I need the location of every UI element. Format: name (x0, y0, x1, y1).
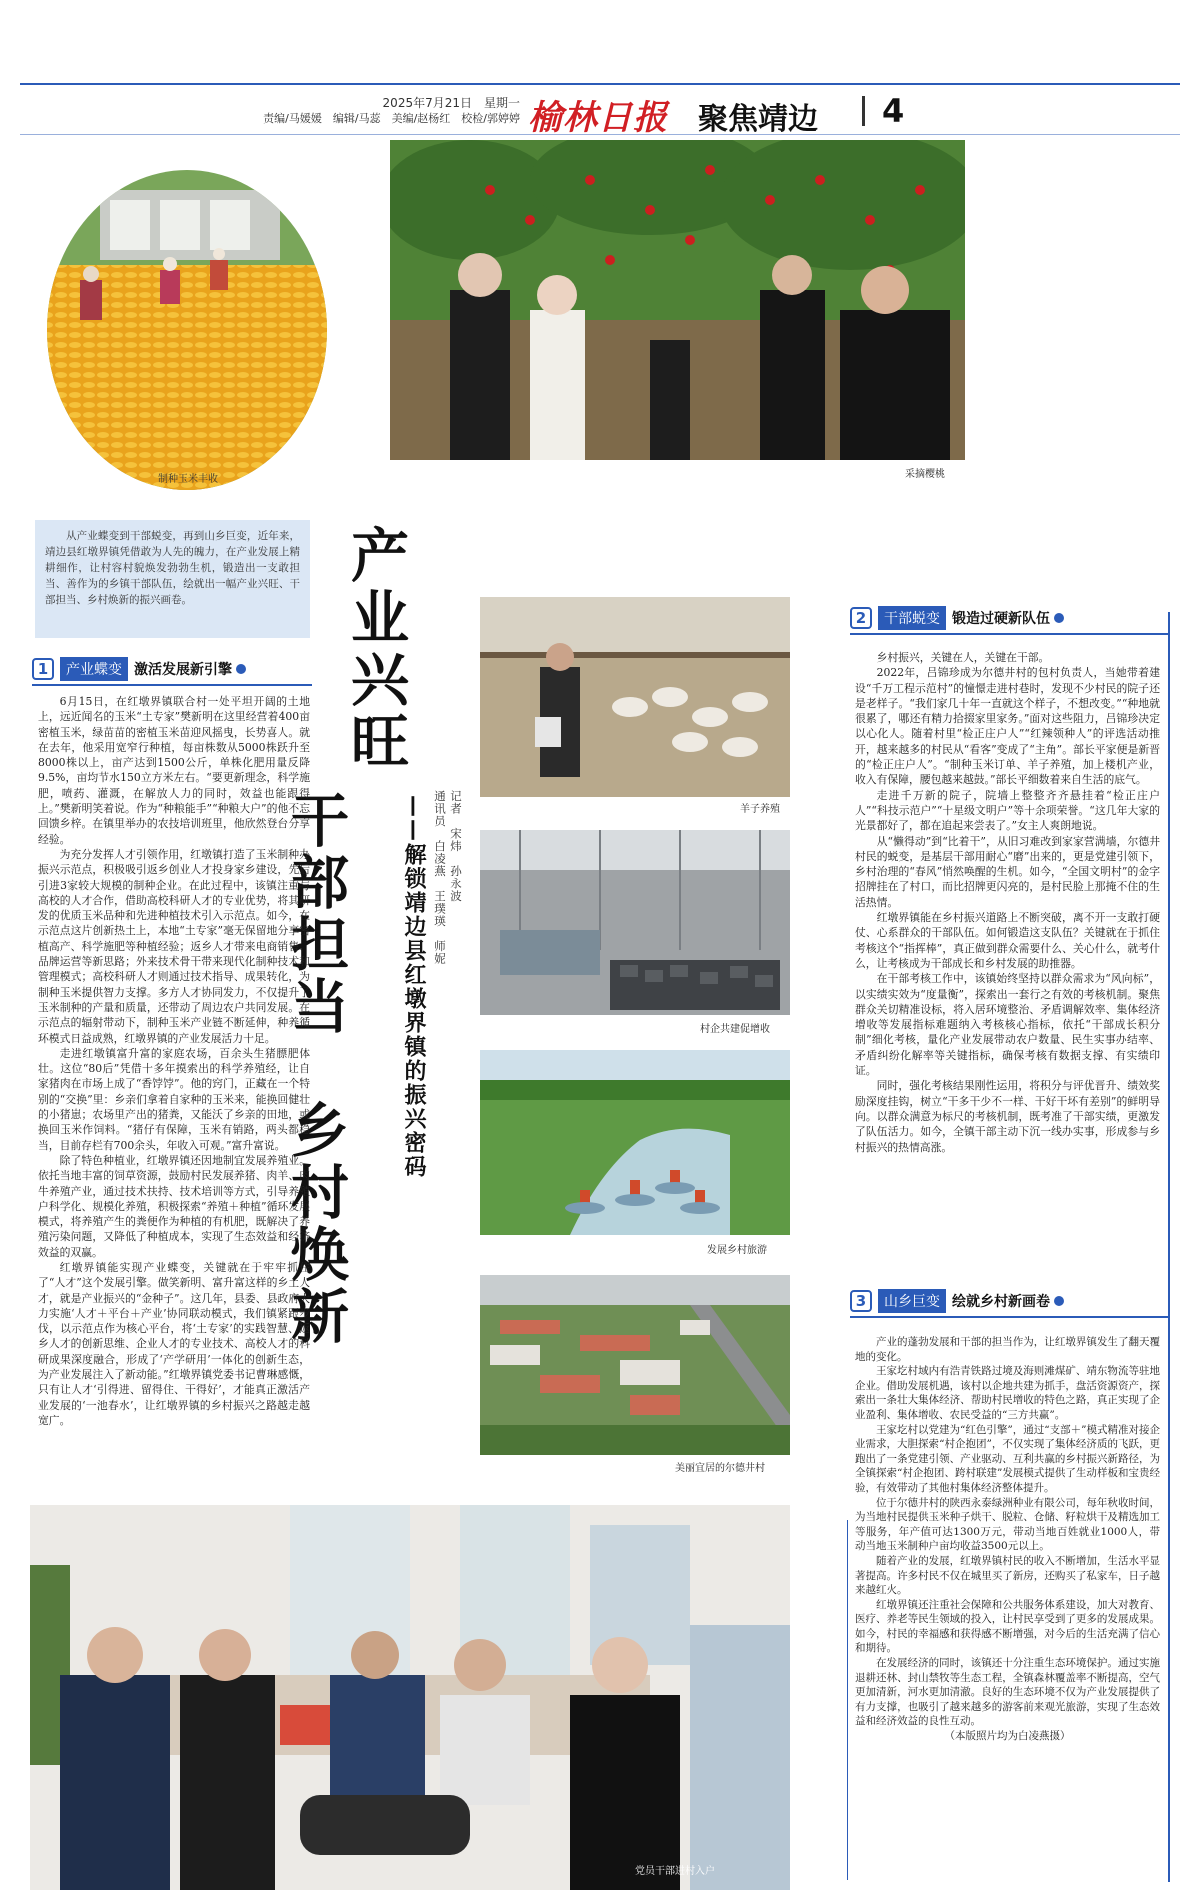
section2-paragraph: 走进千万新的院子，院墙上整整齐齐悬挂着“检正庄户人”“科技示范户”“十星级文明户”等十余项荣誉。“这几年大家的光景都好了，都在追起来尝表了。”女主人爽朗地说。 (855, 788, 1160, 833)
section3-paragraph: 产业的蓬勃发展和干部的担当作为，让红墩界镇发生了翻天覆地的变化。 (855, 1336, 1160, 1363)
headline-subtitle: ——解锁靖边县红墩界镇的振兴密码 (401, 795, 426, 1179)
section2-number: 2 (850, 607, 872, 629)
section3-title: 绘就乡村新画卷 (952, 1294, 1050, 1310)
section3-paragraph: 位于尔德井村的陕西永泰绿洲种业有限公司，每年秋收时间，为当地村民提供玉米种子烘干、脱粒、仓储、籽粒烘干及精选加工等服务，年产值可达1300万元，带动当地百姓就业1000人，带动当地玉米制种户亩均收益3500元以上。 (855, 1496, 1160, 1553)
editor-credits: 责编/马媛媛 编辑/马蕊 美编/赵杨红 校检/郭婷婷 (263, 112, 520, 125)
corn-harvest-photo (40, 170, 335, 500)
issue-date: 2025年7月21日 星期一 (382, 96, 520, 110)
section3-number: 3 (850, 1290, 872, 1312)
section2-paragraph: 在干部考核工作中，该镇始终坚持以群众需求为“风向标”，以实绩实效为“度量衡”，探索出一套行之有效的考核机制。聚焦群众关切精准设标，将入居环境整治、矛盾调解效率、集体经济增收等发展指标难题纳入考核核心指标，依托“干部成长积分制”细化考核，量化产业发展带动农户数量、民生实事办结率、矛盾纠纷化解率等关键指标，确保考核有数据支撑、有实绩印证。 (855, 972, 1160, 1078)
headline-line1: 产业兴旺 (341, 525, 409, 773)
photo-credit: （本版照片均为白凌燕摄） (944, 1730, 1071, 1743)
cherry-picking-photo (390, 140, 965, 460)
intro-summary: 从产业蝶变到干部蜕变，再到山乡巨变，近年来，靖边县红墩界镇凭借敢为人先的魄力，在产业发展上精耕细作，让村容村貌焕发勃勃生机，锻造出一支敢担当、善作为的乡镇干部队伍，绘就出一幅产业兴旺、干部担当、乡村焕新的振兴画卷。 (35, 520, 310, 638)
section3-rule (850, 1316, 1170, 1318)
section2-dot-icon (1054, 613, 1064, 623)
section3-header (850, 1288, 1064, 1314)
cadre-photo-caption: 党员干部进村入户 (635, 1866, 715, 1877)
section2-paragraph: 2022年，吕锦珍成为尔德井村的包村负责人，当她带着建设“千万工程示范村”的憧憬走进村巷时，发现不少村民的院子还是老样子。“我们家几十年一直就这个样子，不想改变。”“种地就很累了，哪还有精力拾掇家里家务。”面对这些阻力，吕锦珍决定以心化人。随着村里“检正庄户人”“红辣领种人”的评选活动推开，越来越多的村民从“看客”变成了“主角”。部长平家便是新晋的“检正庄户人”。“制种玉米订单、羊子养殖，加上楼机产业，收入有保障，腰包越来越鼓。”部长平细数着来自生活的底气。 (855, 666, 1160, 787)
section3-dot-icon (1054, 1296, 1064, 1306)
right-column-border-left (847, 1520, 848, 1880)
reporter-byline: 记者 宋炜 孙永波 通讯员 白凌燕 王璞瑛 师妮 (433, 790, 463, 965)
masthead-meta (250, 95, 520, 127)
boat-tourism-photo (480, 1050, 790, 1235)
section2-body (855, 650, 1160, 1155)
boat-photo-caption: 发展乡村旅游 (707, 1245, 767, 1256)
section1-number: 1 (32, 658, 54, 680)
section2-rule (850, 633, 1170, 635)
section2-tag: 干部蜕变 (878, 606, 946, 630)
page-number: 4 (882, 92, 905, 130)
section2-header (850, 605, 1064, 631)
page-separator (862, 96, 865, 126)
section3-body (855, 1335, 1160, 1744)
factory-photo-caption: 村企共建促增收 (700, 1024, 770, 1035)
section2-paragraph: 同时，强化考核结果刚性运用，将积分与评优晋升、绩效奖励深度挂钩，树立“干多干少不一样、干好干坏有差别”的鲜明导向。以群众满意为标尺的考核机制，既考准了干部实绩，更激发了队伍活力。如今，全镇干部主动下沉一线办实事，形成参与乡村振兴的热情高涨。 (855, 1079, 1160, 1154)
header-top-rule (20, 83, 1180, 85)
section3-paragraph: 在发展经济的同时，该镇还十分注重生态环境保护。通过实施退耕还林、封山禁牧等生态工程，全镇森林覆盖率不断提高，空气更加清新，河水更加清澈。良好的生态环境不仅为产业发展提供了有力支撑，也吸引了越来越多的游客前来观光旅游，实现了生态效益和经济效益的良性互动。 (855, 1657, 1160, 1728)
section1-header (32, 656, 246, 682)
headline-line2: 干部担当 乡村焕新 (281, 790, 349, 1348)
section3-paragraph: 王家圪村以党建为“红色引擎”，通过“支部＋”模式精准对接企业需求，大胆探索“村企抱团”，不仅实现了集体经济质的飞跃，更跑出了一条党建引领、产业驱动、互利共赢的乡村振兴新路径，为全镇探索“村企抱团、跨村联建”发展模式提供了生动样板和宝贵经验，有效带动了其他村集体经济整体提升。 (855, 1423, 1160, 1494)
section1-paragraph: 6月15日，在红墩界镇联合村一处平坦开阔的土地上，远近闻名的玉米“土专家”樊新明在这里经营着400亩密植玉米，绿苗苗的密植玉米苗迎风摇曳，长势喜人。就在去年，他采用宽窄行种植，每亩株数从5000株跃升至8000株以上，亩产达到1500公斤，单株化肥用量反降9.5%，亩均节水150立方米左右。“要更新理念，科学施肥，喷药、灌溉，在解放人力的同时，效益也能跟得上。”樊新明笑着说。作为“种粮能手”“种粮大户”的他不忘回馈乡梓。在镇里举办的农技培训班里，他欣然登台分享经验。 (38, 695, 310, 846)
village-aerial-photo (480, 1275, 790, 1455)
section3-paragraph: 红墩界镇还注重社会保障和公共服务体系建设，加大对教育、医疗、养老等民生领域的投入，让村民享受到了更多的发展成果。如今，村民的幸福感和获得感不断增强，对今后的生活充满了信心和期待。 (855, 1598, 1160, 1655)
section1-paragraph: 走进红墩镇富升富的家庭农场，百余头生猪膘肥体壮。这位“80后”凭借十多年摸索出的科学养殖经，让自家猪肉在市场上成了“香饽饽”。他的窍门，正藏在一个特别的“交换”里：乡亲们拿着自家种的玉米来，能换回健壮的小猪崽；农场里产出的猪粪，又能沃了乡亲的田地，或换回玉米作饲料。“猪仔有保障，玉米有销路，两头都稳当，目前存栏有700余头，年收入可观。”富升富说。 (38, 1046, 310, 1152)
section1-body (38, 694, 310, 1428)
section-name: 聚焦靖边 (698, 102, 818, 137)
right-column-border (1168, 612, 1170, 1882)
section2-title: 锻造过硬新队伍 (952, 611, 1050, 627)
section3-paragraph: 随着产业的发展，红墩界镇村民的收入不断增加，生活水平显著提高。许多村民不仅在城里买了新房，还购买了私家车，日子越来越红火。 (855, 1554, 1160, 1597)
sheep-photo-caption: 羊子养殖 (740, 804, 780, 815)
section1-paragraph: 为充分发挥人才引领作用，红墩镇打造了玉米制种办振兴示范点，积极吸引返乡创业人才投身家乡建设，先后引进3家较大规模的制种企业。在此过程中，该镇注重与高校的人才合作，借助高校科研人才的专业优势，将其研发的优质玉米品种和先进种植技术引入示范点。如今，在示范点这片创新热土上，本地“土专家”毫无保留地分享密植高产、科学施肥等种植经验；返乡人才带来电商销售、品牌运营等新思路；外来技术骨干带来现代化制种技术和管理模式；高校科研人才则通过技术指导、成果转化，为制种玉米提供智力支撑。多方人才协同发力，不仅提升了玉米制种的产量和质量，还带动了周边农户共同发展。在示范点的辐射带动下，制种玉米产业链不断延伸，种养循环模式日益成熟，红墩界镇的产业发展活力十足。 (38, 847, 310, 1045)
section2-paragraph: 从“懒得动”到“比着干”，从旧习难改到家家营满墙，尔德井村民的蜕变，是基层干部用耐心“磨”出来的，更是党建引领下，乡村治理的“春风”悄然唤醒的生机。如今，“全国文明村”的金字招牌挂在了村口，而比招牌更闪亮的，是村民脸上那掩不住的生活热情。 (855, 834, 1160, 909)
section1-tag: 产业蝶变 (60, 657, 128, 681)
corn-photo-caption: 制种玉米丰收 (158, 474, 218, 485)
cadre-visit-photo (30, 1505, 790, 1890)
section1-paragraph: 红墩界镇能实现产业蝶变，关键就在于牢牢抓住了“人才”这个发展引擎。做笑新明、富升富这样的乡土人才，就是产业振兴的“金种子”。这几年，县委、县政府大力实施‘人才＋平台＋产业’协同联动模式，我们镇紧跟步伐，以示范点作为核心平台，将‘土专家’的实践智慧、返乡人才的创新思维、企业人才的专业技术、高校人才的科研成果深度融合，形成了‘产学研用’一体化的创新生态，为产业发展注入了新动能。”红墩界镇党委书记曹琳感慨，只有让人才‘引得进、留得住、干得好’，才能真正激活产业发展的‘一池春水’，让红墩界镇的乡村振兴之路越走越宽广。 (38, 1260, 310, 1427)
section1-paragraph: 除了特色种植业，红墩界镇还因地制宜发展养殖业。依托当地丰富的饲草资源，鼓励村民发展养猪、肉羊、肉牛养殖产业，通过技术扶持、技术培训等方式，引导养殖户科学化、规模化养殖，积极探索“养殖＋种植”循环发展模式，将养殖产生的粪便作为种植的有机肥，既解决了养殖污染问题，又降低了种植成本，实现了生态效益和经济效益的双赢。 (38, 1153, 310, 1259)
section3-paragraph: 王家圪村域内有浩青铁路过境及海则滩煤矿、靖东物流等驻地企业。借助发展机遇，该村以企地共建为抓手，盘活资源资产，探索出一条壮大集体经济、帮助村民增收的特色之路，真正实现了企业盈利、集体增收、农民受益的“三方共赢”。 (855, 1365, 1160, 1421)
newspaper-logo: 榆林日报 (528, 98, 668, 138)
section1-rule (32, 684, 312, 686)
village-photo-caption: 美丽宜居的尔德井村 (675, 1463, 765, 1474)
section1-dot-icon (236, 664, 246, 674)
section2-paragraph: 红墩界镇能在乡村振兴道路上不断突破，离不开一支敢打硬仗、心系群众的干部队伍。如何锻造这支队伍？关键就在于抓住考核这个“指挥棒”，真正做到群众需要什么、关心什么，就考什么，让考核成为干部成长和乡村发展的助推器。 (855, 911, 1160, 970)
cherry-photo-caption: 采摘樱桃 (905, 469, 945, 480)
section1-title: 激活发展新引擎 (134, 662, 232, 678)
section2-paragraph: 乡村振兴，关键在人，关键在干部。 (876, 651, 1050, 664)
sheep-farming-photo (480, 597, 790, 797)
factory-photo (480, 830, 790, 1015)
section3-tag: 山乡巨变 (878, 1289, 946, 1313)
